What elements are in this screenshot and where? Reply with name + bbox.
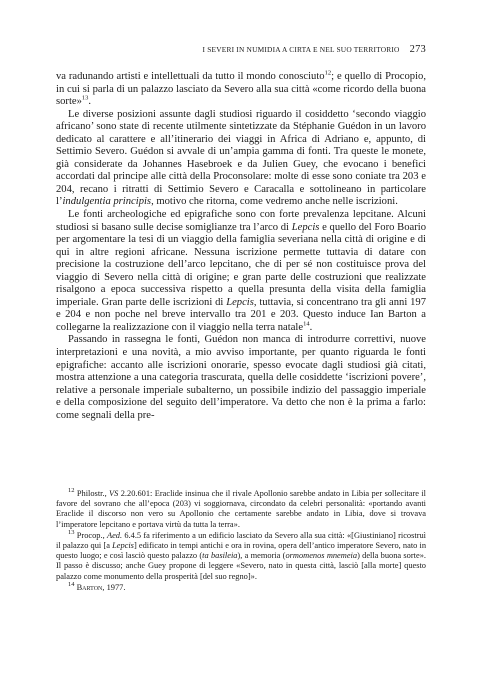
footnote-ref-13[interactable]: 13 (81, 94, 89, 102)
italic-term: ta basileia (202, 551, 238, 561)
text-run: ] edificato in tempi antichi e ora in rovina, opera dell’antico imperatore Severo, nato in questo luogo; e così lasciò questo palazzo ( (56, 541, 427, 561)
footnote-number: 12 (68, 487, 75, 495)
text-run: Le diverse posizioni assunte dagli studiosi riguardo il cosiddetto ‘secondo viaggio africano’ sono state di recente utilmente sintetizzate da Stéphanie Guédon in un lavoro dedicato al carattere e all’itinerario dei viaggi in Africa di Adriano e, appunto, di Settimio Severo. Guédon si avvale di un’ampia gamma di fonti. Tra queste le monete, già considerate da Johannes Hasebroek e da Julien Guey, che evocano i benefici accordati dal principe alle città della Proconsolare: molte di esse sono coniate tra 203 e 204, recano i ritratti di Settimio Severo e Caracalla e sottolineano in particolare l’ (56, 108, 426, 208)
text-run: , 1977. (102, 582, 126, 592)
page-number: 273 (409, 44, 426, 55)
text-run: 6.4.5 fa riferimento a un edificio lasciato da Severo alla sua città: «[Giustiniano] ricostruì il palazzo qui [a (56, 530, 426, 551)
running-header (56, 44, 426, 60)
text-run: ; e quello di Procopio, in cui si parla di un palazzo lasciato da Severo alla sua città «come ricordo della buona sorte» (56, 71, 426, 108)
footnote-ref-14[interactable]: 14 (303, 320, 310, 328)
text-run: . (309, 321, 313, 333)
footnotes (56, 489, 426, 594)
italic-term: indulgentia principis (62, 196, 152, 208)
text-run: ), a memoria ( (237, 551, 286, 561)
footnote-13 (56, 531, 426, 582)
footnote-14 (56, 583, 426, 593)
italic-term: Lepcis (226, 296, 254, 308)
text-run: . (88, 96, 92, 108)
paragraph-4 (56, 334, 426, 422)
footnote-ref-12[interactable]: 12 (324, 69, 332, 77)
text-run: Passando in rassegna le fonti, Guédon non manca di introdurre correttivi, nuove interpretazioni e una novità, a mio avviso importante, per quanto riguarda le fonti epigrafiche: accanto alle iscrizioni onorarie, spesso evocate dagli studiosi già citati, mostra attenzione a una categoria trascurata, quella delle cosiddette ‘iscrizioni povere’, relative a personale imperiale subalterno, un possibile indizio del passaggio imperiale e della composizione del seguito dell’imperatore. Va detto che non è la prima a farlo: come segnali della pre- (56, 334, 426, 421)
text-run: Le fonti archeologiche ed epigrafiche sono con forte prevalenza lepcitane. Alcuni studiosi si basano sulle decise somiglianze tra l’arco di (56, 209, 426, 233)
footnote-number: 14 (68, 581, 75, 589)
main-text (56, 71, 426, 422)
footnote-number: 13 (68, 529, 75, 537)
italic-term: Lepcis (112, 541, 134, 551)
text-run: va radunando artisti e intellettuali da tutto il mondo conosciuto (56, 71, 325, 82)
text-run: ) della buona sorte». Il passo è discusso; anche Guey propone di leggere «Severo, nato in questa città, lasciò [alla morte] questo palazzo come monumento della prosperità [del suo regno]». (56, 551, 426, 581)
footnote-12 (56, 489, 426, 530)
running-title: I SEVERI IN NUMIDIA A CIRTA E NEL SUO TERRITORIO (202, 45, 400, 54)
italic-term: Aed. (106, 530, 123, 540)
paragraph-2 (56, 109, 426, 209)
italic-term: Lepcis (291, 221, 320, 233)
author-name: Barton (76, 582, 103, 592)
italic-term: ormomenos mnemeia (285, 551, 358, 561)
paragraph-3 (56, 209, 426, 334)
paragraph-1 (56, 71, 426, 109)
italic-term: VS (109, 489, 119, 498)
text-run: Procop., (74, 530, 107, 540)
text-run: , motivo che ritorna, come vedremo anche nelle iscrizioni. (151, 196, 398, 208)
text-run: e quello del Foro Boario per argomentare la tesi di un viaggio della famiglia severiana nella città di origine e di qui in altre regioni africane. Nessuna iscrizione permette tuttavia di datare con precisione la costruzione dell’arco lepcitano, che di per sé non costituisce prova del viaggio di Severo nella città di origine; e gran parte delle costruzioni que realizzate risalgono a epoca successiva rispetto a quella presunta della visita della famiglia imperiale. Gran parte delle iscrizioni di (56, 221, 426, 308)
text-run: Philostr., (74, 489, 110, 498)
text-run: 2.20.601: Eraclide insinua che il rivale Apollonio sarebbe andato in Libia per sollecitare il favore del sovrano che all’epoca (203) vi soggiornava, circondato da celebri personalità: «portando avanti Eraclide il discorso non vero su Apollonio che certamente sarebbe andato in Libia, dove si trovava l’imperatore lepcitano e portava virtù da tutta la terra». (56, 489, 427, 529)
text-run: , tuttavia, si concentrano tra gli anni 197 e 204 e non poche nel breve intervallo tra 201 e 203. Questo induce Ian Barton a collegarne la realizzazione con il viaggio nella terra natale (56, 296, 426, 333)
